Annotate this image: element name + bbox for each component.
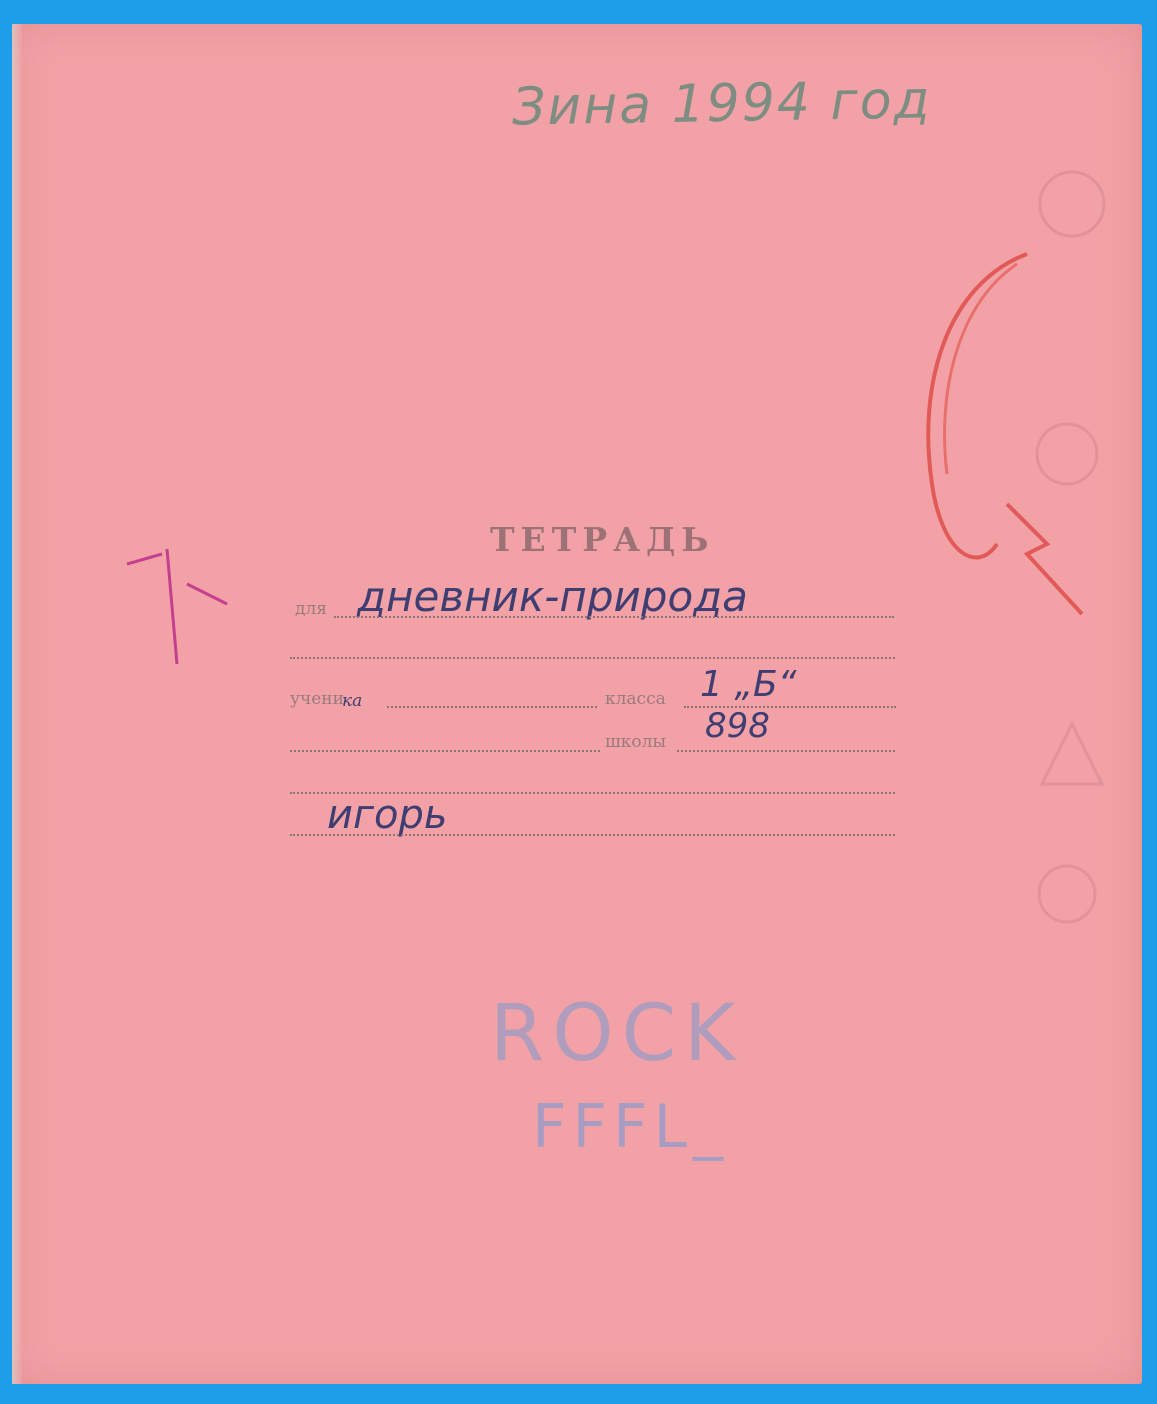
stamp-word: ROCK [490,989,744,1079]
notebook-title: ТЕТРАДЬ [490,520,715,559]
school-value: 898 [705,706,770,746]
student-suffix: ка [342,691,363,711]
for-line-1 [334,616,894,618]
school-line [677,750,895,752]
for-line-2 [290,657,895,659]
name-line-2 [290,834,895,836]
for-value: дневник-природа [357,572,748,621]
student-line [387,706,597,708]
student-label: учени [290,689,344,709]
notebook-cover [12,24,1142,1384]
class-label: класса [605,689,666,709]
stamp-sub: FFFL_ [532,1092,729,1162]
handwritten-top-note: Зина 1994 год [511,70,932,138]
cover-spine-edge [12,24,22,1384]
name-value: игорь [327,792,448,838]
for-label: для [295,599,327,619]
school-label: школы [605,732,666,752]
class-value: 1 „Б“ [700,664,797,705]
school-pre-line [290,750,600,752]
red-pencil-scribble [907,244,1107,664]
magenta-pen-mark [117,544,237,674]
